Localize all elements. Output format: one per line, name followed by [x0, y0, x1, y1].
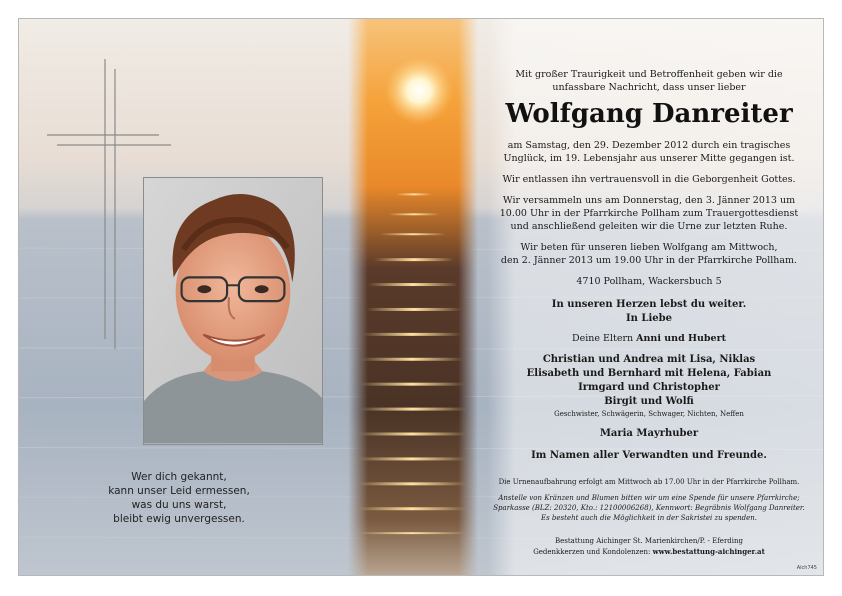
- sibling-line: Birgit und Wolfi: [604, 396, 694, 407]
- obituary-card: [18, 18, 824, 576]
- sibling-line: Elisabeth und Bernhard mit Helena, Fabian: [526, 368, 772, 379]
- prayer-info: [479, 241, 819, 267]
- death-line: Unglück, im 19. Lebensjahr aus unserer Mitte gegangen ist.: [503, 153, 795, 164]
- funeral-home-footer: [479, 537, 819, 557]
- intro-line: Mit großer Traurigkeit und Betroffenheit geben wir die: [515, 69, 783, 80]
- poem-line: was du uns warst,: [131, 499, 227, 511]
- all-relatives: Im Namen aller Verwandten und Freunde.: [531, 450, 767, 461]
- parents-names: Anni und Hubert: [636, 333, 726, 344]
- service-line: Wir versammeln uns am Donnerstag, den 3. Jänner 2013 um: [502, 195, 796, 206]
- portrait-image: [144, 178, 322, 444]
- parents-prefix: Deine Eltern: [572, 333, 637, 344]
- urn-note: Die Urnenaufbahrung erfolgt am Mittwoch ab 17.00 Uhr in der Pfarrkirche Pollham.: [498, 478, 800, 486]
- heart-line: In Liebe: [626, 313, 672, 324]
- sibling-line: Christian und Andrea mit Lisa, Niklas: [542, 354, 756, 365]
- deceased-name: Wolfgang Danreiter: [505, 99, 793, 129]
- donation-line: Sparkasse (BLZ: 20320, Kto.: 12100006268), Kennwort: Begräbnis Wolfgang Danreiter.: [493, 504, 805, 512]
- document-code: Aich745: [796, 565, 817, 571]
- announcement-text: [479, 68, 819, 557]
- memorial-poem: [89, 470, 269, 526]
- service-line: und anschließend geleiten wir die Urne zur letzten Ruhe.: [510, 221, 788, 232]
- service-line: 10.00 Uhr in der Pfarrkirche Pollham zum Trauergottesdienst: [499, 208, 799, 219]
- footer-condolence: [479, 547, 819, 558]
- sibling-line: Irmgard und Christopher: [578, 382, 720, 393]
- portrait-photo: [143, 177, 323, 445]
- intro-line: unfassbare Nachricht, dass unser lieber: [552, 82, 746, 93]
- poem-line: kann unser Leid ermessen,: [108, 485, 250, 497]
- death-line: am Samstag, den 29. Dezember 2012 durch ein tragisches: [507, 140, 791, 151]
- donation-line: Es besteht auch die Möglichkeit in der Sakristei zu spenden.: [541, 514, 757, 522]
- service-info: [479, 194, 819, 233]
- poem-line: bleibt ewig unvergessen.: [113, 513, 245, 525]
- sun: [385, 57, 453, 125]
- poem-line: Wer dich gekannt,: [131, 471, 227, 483]
- address: 4710 Pollham, Wackersbuch 5: [576, 276, 722, 287]
- entrust-text: Wir entlassen ihn vertrauensvoll in die Geborgenheit Gottes.: [502, 174, 796, 185]
- donation-note: [479, 493, 819, 523]
- siblings-list: [479, 353, 819, 409]
- prayer-line: Wir beten für unseren lieben Wolfgang am Mittwoch,: [520, 242, 778, 253]
- footer-condolence-prefix: Gedenkkerzen und Kondolenzen:: [533, 547, 653, 556]
- death-notice: [479, 139, 819, 165]
- intro-text: [479, 68, 819, 94]
- prayer-line: den 2. Jänner 2013 um 19.00 Uhr in der Pfarrkirche Pollham.: [500, 255, 798, 266]
- relatives-note: Geschwister, Schwägerin, Schwager, Nichten, Neffen: [554, 410, 744, 418]
- donation-line: Anstelle von Kränzen und Blumen bitten wir um eine Spende für unsere Pfarrkirche;: [498, 494, 800, 502]
- grandparent: Maria Mayrhuber: [599, 428, 699, 439]
- footer-line: Bestattung Aichinger St. Marienkirchen/P. - Eferding: [554, 537, 743, 545]
- heart-line: In unseren Herzen lebst du weiter.: [551, 299, 747, 310]
- parents-line: [479, 332, 819, 345]
- footer-url[interactable]: www.bestattung-aichinger.at: [652, 546, 765, 556]
- heart-text: [479, 298, 819, 326]
